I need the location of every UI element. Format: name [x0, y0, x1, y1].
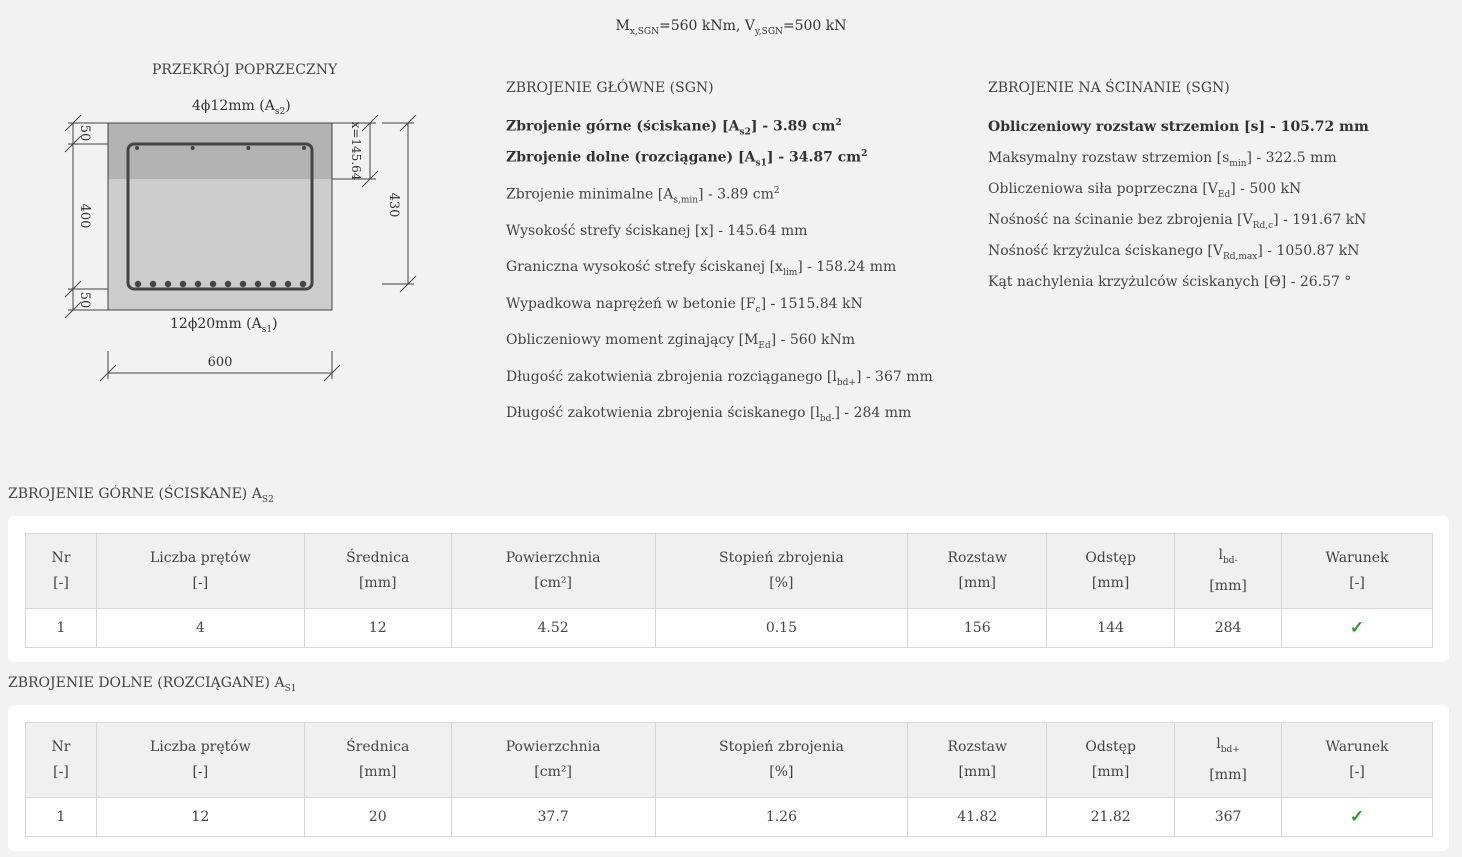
- parameter-item: Obliczeniowa siła poprzeczna $[V_{Ed}] - 500$ kN: [988, 181, 1302, 200]
- dim-bottom-cover: 50: [77, 291, 92, 309]
- bottom-bars-label: 12ϕ20mm $(A_{s1})$: [170, 316, 278, 335]
- main-reinforcement-title: ZBROJENIE GŁÓWNE (SGN): [506, 80, 714, 96]
- bottom-rebar: [180, 281, 186, 287]
- table-cell: 367: [1175, 798, 1282, 837]
- parameter-item: Graniczna wysokość strefy ściskanej $[x_{lim}] - 158.24$ mm: [506, 259, 897, 278]
- table-cell: 0.15: [655, 609, 908, 648]
- cross-section-title: PRZEKRÓJ POPRZECZNY: [152, 62, 338, 78]
- bottom-table-title: ZBROJENIE DOLNE (ROZCIĄGANE) $A_{S1}$: [8, 675, 297, 694]
- bottom-rebar: [210, 281, 216, 287]
- shear-reinforcement-title: ZBROJENIE NA ŚCINANIE (SGN): [988, 80, 1230, 96]
- page-title: [0, 18, 1462, 37]
- column-header: Rozstaw [mm]: [908, 534, 1047, 609]
- top-reinforcement-table: [25, 533, 1433, 648]
- table-cell: 144: [1047, 609, 1175, 648]
- column-header: Nr [-]: [26, 723, 97, 798]
- top-rebar: [191, 146, 195, 150]
- bottom-rebar: [165, 281, 171, 287]
- bottom-rebar: [240, 281, 246, 287]
- shear-value: =500 kN: [782, 18, 847, 34]
- column-header: Liczba prętów [-]: [96, 534, 304, 609]
- column-header: Odstęp [mm]: [1047, 723, 1175, 798]
- table-cell: 156: [908, 609, 1047, 648]
- column-header: Stopień zbrojenia [%]: [655, 534, 908, 609]
- table-cell: 1: [26, 798, 97, 837]
- bottom-rebar: [255, 281, 261, 287]
- column-header: Warunek [-]: [1282, 534, 1433, 609]
- table-cell: 284: [1175, 609, 1282, 648]
- dim-effective-height: 430: [386, 192, 401, 218]
- parameter-item: Długość zakotwienia zbrojenia rozciąganego $[l_{bd+}] - 367$ mm: [506, 369, 933, 388]
- table-cell: 12: [96, 798, 304, 837]
- parameter-item: Kąt nachylenia krzyżulców ściskanych [Θ] - 26.57 °: [988, 274, 1352, 290]
- top-rebar: [135, 146, 139, 150]
- parameter-item: Zbrojenie minimalne $[A_{s,min}] - 3.89$ $cm^2$: [506, 186, 780, 206]
- bottom-rebar: [150, 281, 156, 287]
- parameter-item: Wypadkowa naprężeń w betonie $[F_c] - 1515.84$ kN: [506, 296, 863, 315]
- dim-top-cover: 50: [77, 124, 92, 142]
- compression-zone: [108, 123, 332, 179]
- dim-compression-x: x=145.64: [349, 121, 363, 181]
- top-rebar: [246, 146, 250, 150]
- table-cell: 20: [304, 798, 451, 837]
- shear-subscript: y,SGN: [754, 26, 783, 37]
- column-header: Średnica [mm]: [304, 723, 451, 798]
- top-table-title: ZBROJENIE GÓRNE (ŚCISKANE) $A_{S2}$: [8, 486, 274, 505]
- check-icon: ✓: [1349, 807, 1365, 827]
- column-header: Liczba prętów [-]: [96, 723, 304, 798]
- parameter-item: Obliczeniowy rozstaw strzemion [s] - 105.72 mm: [988, 119, 1369, 135]
- top-bars-label: 4ϕ12mm $(A_{s2})$: [192, 98, 291, 117]
- parameter-item: Zbrojenie dolne (rozciągane) $[A_{s1}] - 34.87$ $cm^2$: [506, 149, 868, 169]
- bottom-reinforcement-table: [25, 722, 1433, 837]
- table-cell: 4.52: [451, 609, 655, 648]
- bottom-rebar: [225, 281, 231, 287]
- table-cell: 12: [304, 609, 451, 648]
- bottom-rebar: [300, 281, 306, 287]
- bottom-rebar: [270, 281, 276, 287]
- moment-subscript: x,SGN: [629, 26, 659, 37]
- table-cell: 1.26: [655, 798, 908, 837]
- top-table-card: [8, 516, 1449, 662]
- moment-value: =560 kNm,: [658, 18, 745, 34]
- table-row: [26, 798, 1433, 837]
- column-header: $l_{bd+}$ [mm]: [1175, 723, 1282, 798]
- table-cell: 21.82: [1047, 798, 1175, 837]
- parameter-item: Wysokość strefy ściskanej [x] - 145.64 mm: [506, 223, 808, 239]
- parameter-item: Maksymalny rozstaw strzemion $[s_{min}] - 322.5$ mm: [988, 150, 1337, 169]
- column-header: Rozstaw [mm]: [908, 723, 1047, 798]
- cross-section-diagram: [60, 115, 430, 385]
- column-header: Powierzchnia [cm²]: [451, 534, 655, 609]
- column-header: Nr [-]: [26, 534, 97, 609]
- table-cell: 41.82: [908, 798, 1047, 837]
- table-cell: 4: [96, 609, 304, 648]
- table-cell: 1: [26, 609, 97, 648]
- parameter-item: Nośność krzyżulca ściskanego $[V_{Rd,max}] - 1050.87$ kN: [988, 243, 1360, 262]
- column-header: Stopień zbrojenia [%]: [655, 723, 908, 798]
- column-header: Odstęp [mm]: [1047, 534, 1175, 609]
- parameter-item: Zbrojenie górne (ściskane) $[A_{s2}] - 3.89$ $cm^2$: [506, 118, 842, 138]
- top-rebar: [302, 146, 306, 150]
- bottom-rebar: [285, 281, 291, 287]
- column-header: Średnica [mm]: [304, 534, 451, 609]
- column-header: Powierzchnia [cm²]: [451, 723, 655, 798]
- moment-symbol: M: [615, 18, 630, 34]
- condition-cell: [1282, 798, 1433, 837]
- bottom-rebar: [195, 281, 201, 287]
- check-icon: ✓: [1349, 618, 1365, 638]
- dim-inner: 400: [77, 203, 92, 229]
- column-header: Warunek [-]: [1282, 723, 1433, 798]
- dim-width: 600: [207, 355, 233, 370]
- bottom-table-card: [8, 705, 1449, 851]
- shear-symbol: V: [744, 18, 755, 34]
- parameter-item: Obliczeniowy moment zginający $[M_{Ed}] - 560$ kNm: [506, 332, 856, 351]
- column-header: $l_{bd-}$ [mm]: [1175, 534, 1282, 609]
- parameter-item: Nośność na ścinanie bez zbrojenia $[V_{Rd,c}] - 191.67$ kN: [988, 212, 1367, 231]
- bottom-rebar: [135, 281, 141, 287]
- condition-cell: [1282, 609, 1433, 648]
- table-cell: 37.7: [451, 798, 655, 837]
- table-row: [26, 609, 1433, 648]
- parameter-item: Długość zakotwienia zbrojenia ściskanego $[l_{bd-}] - 284$ mm: [506, 405, 912, 424]
